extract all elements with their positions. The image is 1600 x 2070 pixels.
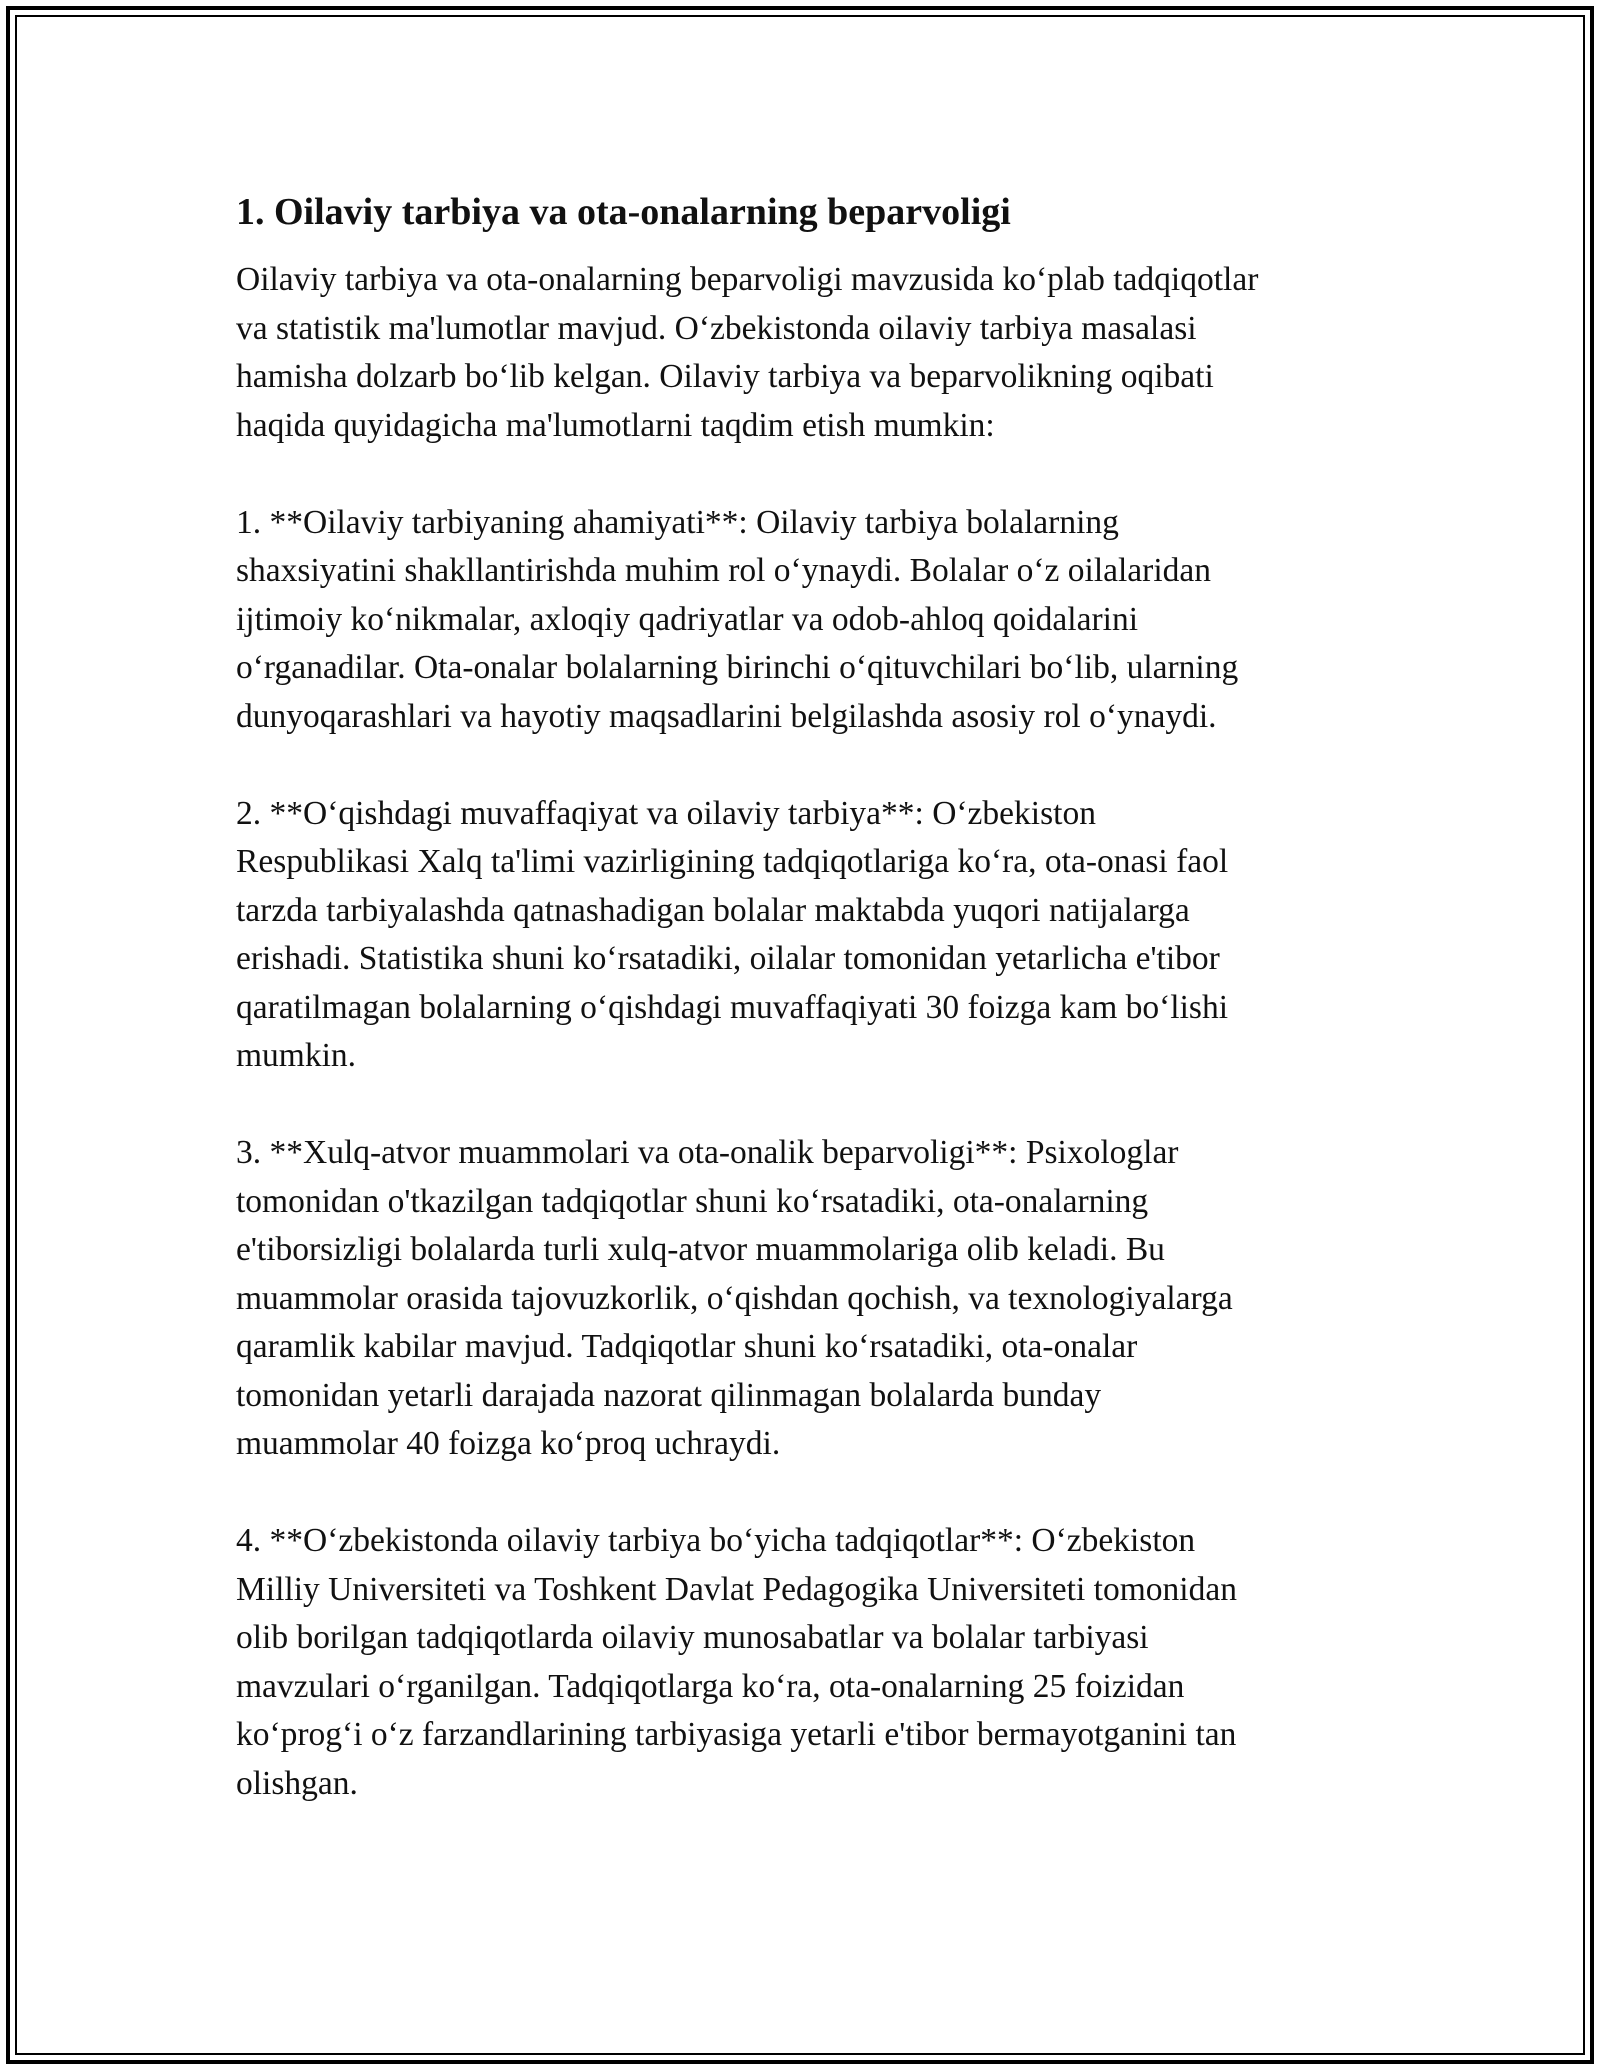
text-line: Milliy Universiteti va Toshkent Davlat Pedagogika Universiteti tomonidan	[236, 1570, 1237, 1608]
text-line: mumkin.	[236, 1037, 357, 1074]
text-line: tarzda tarbiyalashda qatnashadigan bolalar maktabda yuqori natijalarga	[236, 891, 1190, 929]
text-line: qaramlik kabilar mavjud. Tadqiqotlar shuni ko‘rsatadiki, ota-onalar	[236, 1328, 1138, 1365]
text-line: tomonidan o'tkazilgan tadqiqotlar shuni ko‘rsatadiki, ota-onalarning	[236, 1182, 1149, 1220]
text-line: dunyoqarashlari va hayotiy maqsadlarini belgilashda asosiy rol o‘ynaydi.	[236, 697, 1217, 735]
text-line: 4. **O‘zbekistonda oilaviy tarbiya bo‘yicha tadqiqotlar**: O‘zbekiston	[236, 1522, 1196, 1559]
text-line: 1. **Oilaviy tarbiyaning ahamiyati**: Oilaviy tarbiya bolalarning	[236, 503, 1119, 541]
intro-paragraph	[236, 256, 1366, 450]
list-item-4-paragraph	[236, 1517, 1366, 1808]
text-line: hamisha dolzarb bo‘lib kelgan. Oilaviy tarbiya va beparvolikning oqibati	[236, 358, 1214, 395]
text-line: tomonidan yetarli darajada nazorat qilinmagan bolalarda bunday	[236, 1376, 1102, 1414]
text-line: erishadi. Statistika shuni ko‘rsatadiki, oilalar tomonidan yetarlicha e'tibor	[236, 940, 1220, 977]
text-line: 3. **Xulq-atvor muammolari va ota-onalik beparvoligi**: Psixologlar	[236, 1134, 1179, 1171]
text-line: olishgan.	[236, 1764, 358, 1802]
text-line: Oilaviy tarbiya va ota-onalarning beparvoligi mavzusida ko‘plab tadqiqotlar	[236, 261, 1259, 298]
text-line: olib borilgan tadqiqotlarda oilaviy munosabatlar va bolalar tarbiyasi	[236, 1619, 1149, 1656]
text-line: mavzulari o‘rganilgan. Tadqiqotlarga ko‘ra, ota-onalarning 25 foizidan	[236, 1667, 1185, 1705]
text-line: va statistik ma'lumotlar mavjud. O‘zbekistonda oilaviy tarbiya masalasi	[236, 309, 1197, 347]
list-item-1-paragraph	[236, 499, 1366, 742]
text-line: ijtimoiy ko‘nikmalar, axloqiy qadriyatlar va odob-ahloq qoidalarini	[236, 600, 1138, 638]
text-line: haqida quyidagicha ma'lumotlarni taqdim etish mumkin:	[236, 406, 995, 444]
document-body	[236, 186, 1366, 1857]
text-line: e'tiborsizligi bolalarda turli xulq-atvor muammolariga olib keladi. Bu	[236, 1231, 1165, 1268]
text-line: muammolar 40 foizga ko‘proq uchraydi.	[236, 1425, 781, 1462]
text-line: qaratilmagan bolalarning o‘qishdagi muvaffaqiyati 30 foizga kam bo‘lishi	[236, 988, 1229, 1026]
text-line: 2. **O‘qishdagi muvaffaqiyat va oilaviy tarbiya**: O‘zbekiston	[236, 794, 1096, 832]
text-line: Respublikasi Xalq ta'limi vazirligining tadqiqotlariga ko‘ra, ota-onasi faol	[236, 843, 1229, 880]
list-item-3-paragraph	[236, 1129, 1366, 1469]
section-heading: 1. Oilaviy tarbiya va ota-onalarning beparvoligi	[236, 191, 1011, 233]
list-item-2-paragraph	[236, 790, 1366, 1081]
text-line: ko‘prog‘i o‘z farzandlarining tarbiyasiga yetarli e'tibor bermayotganini tan	[236, 1716, 1237, 1753]
text-line: o‘rganadilar. Ota-onalar bolalarning birinchi o‘qituvchilari bo‘lib, ularning	[236, 649, 1239, 686]
text-line: shaxsiyatini shakllantirishda muhim rol o‘ynaydi. Bolalar o‘z oilalaridan	[236, 552, 1212, 589]
text-line: muammolar orasida tajovuzkorlik, o‘qishdan qochish, va texnologiyalarga	[236, 1279, 1233, 1317]
